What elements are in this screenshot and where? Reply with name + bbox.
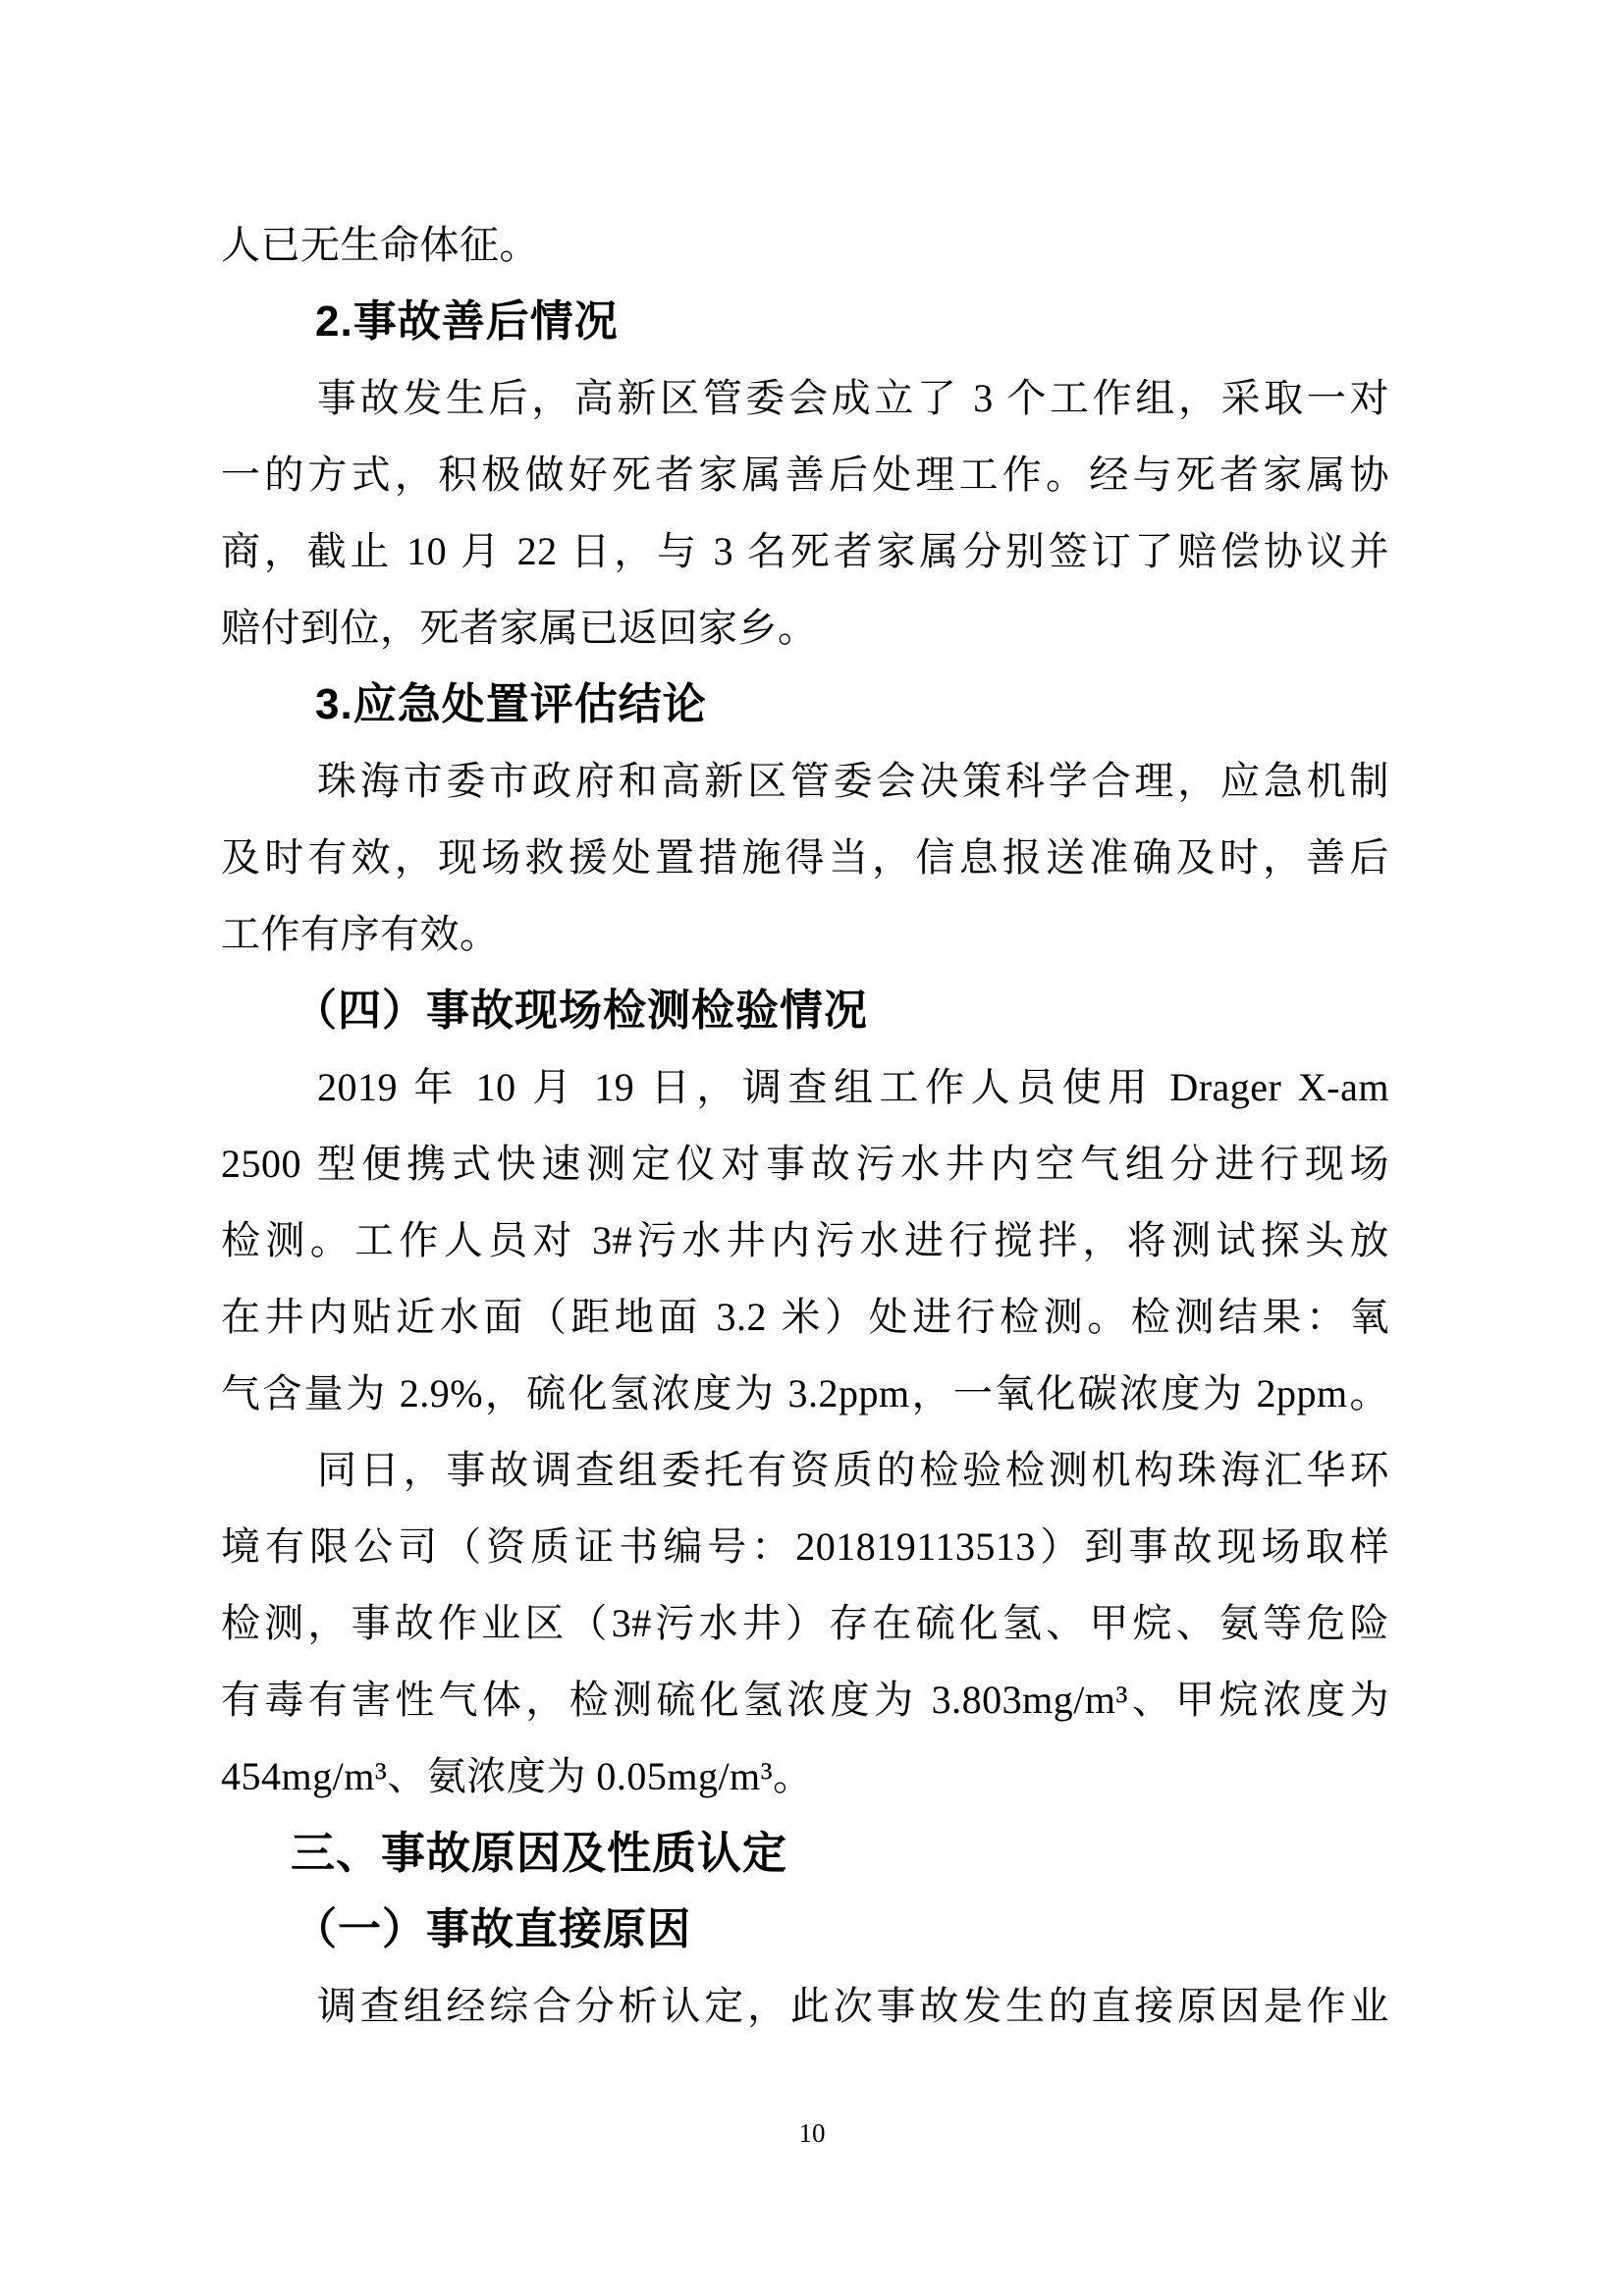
- body-line: 工作有序有效。: [221, 912, 500, 956]
- body-line: 气含量为 2.9%，硫化氢浓度为 3.2ppm，一氧化碳浓度为 2ppm。: [221, 1371, 1389, 1415]
- page-footer: [0, 2116, 1624, 2150]
- page-number: 10: [798, 2118, 826, 2148]
- body-line: 珠海市委市政府和高新区管委会决策科学合理，应急机制: [317, 759, 1389, 803]
- body-line: 事故发生后，高新区管委会成立了 3 个工作组，采取一对: [317, 376, 1389, 420]
- body-line: 调查组经综合分析认定，此次事故发生的直接原因是作业: [317, 1984, 1389, 2028]
- body-line: 一的方式，积极做好死者家属善后处理工作。经与死者家属协: [221, 453, 1389, 497]
- body-line: 境有限公司（资质证书编号：201819113513）到事故现场取样: [221, 1524, 1389, 1569]
- body-line: 454mg/m³、氨浓度为 0.05mg/m³。: [221, 1754, 813, 1798]
- report-text-column: [221, 207, 1389, 2045]
- body-line: 检测，事故作业区（3#污水井）存在硫化氢、甲烷、氨等危险: [221, 1601, 1389, 1645]
- heading-accident-aftermath: 2.事故善后情况: [315, 297, 619, 346]
- heading-cause-determination: 三、事故原因及性质认定: [291, 1828, 788, 1878]
- body-line: 同日，事故调查组委托有资质的检验检测机构珠海汇华环: [317, 1448, 1389, 1492]
- heading-direct-cause: （一）事故直接原因: [294, 1905, 691, 1953]
- body-line: 赔付到位，死者家属已返回家乡。: [221, 606, 818, 650]
- body-line: 商，截止 10 月 22 日，与 3 名死者家属分别签订了赔偿协议并: [221, 529, 1389, 573]
- body-line: 2019 年 10 月 19 日，调查组工作人员使用 Drager X-am: [317, 1065, 1389, 1109]
- body-line: 及时有效，现场救援处置措施得当，信息报送准确及时，善后: [221, 835, 1389, 880]
- heading-emergency-response-evaluation: 3.应急处置评估结论: [315, 680, 707, 728]
- body-line: 检测。工作人员对 3#污水井内污水进行搅拌，将测试探头放: [221, 1218, 1389, 1262]
- body-line: 2500 型便携式快速测定仪对事故污水井内空气组分进行现场: [221, 1142, 1389, 1186]
- body-line: 在井内贴近水面（距地面 3.2 米）处进行检测。检测结果：氧: [221, 1295, 1389, 1339]
- heading-scene-inspection: （四）事故现场检测检验情况: [294, 987, 868, 1035]
- body-line: 有毒有害性气体，检测硫化氢浓度为 3.803mg/m³、甲烷浓度为: [221, 1678, 1389, 1722]
- body-line: 人已无生命体征。: [221, 223, 539, 267]
